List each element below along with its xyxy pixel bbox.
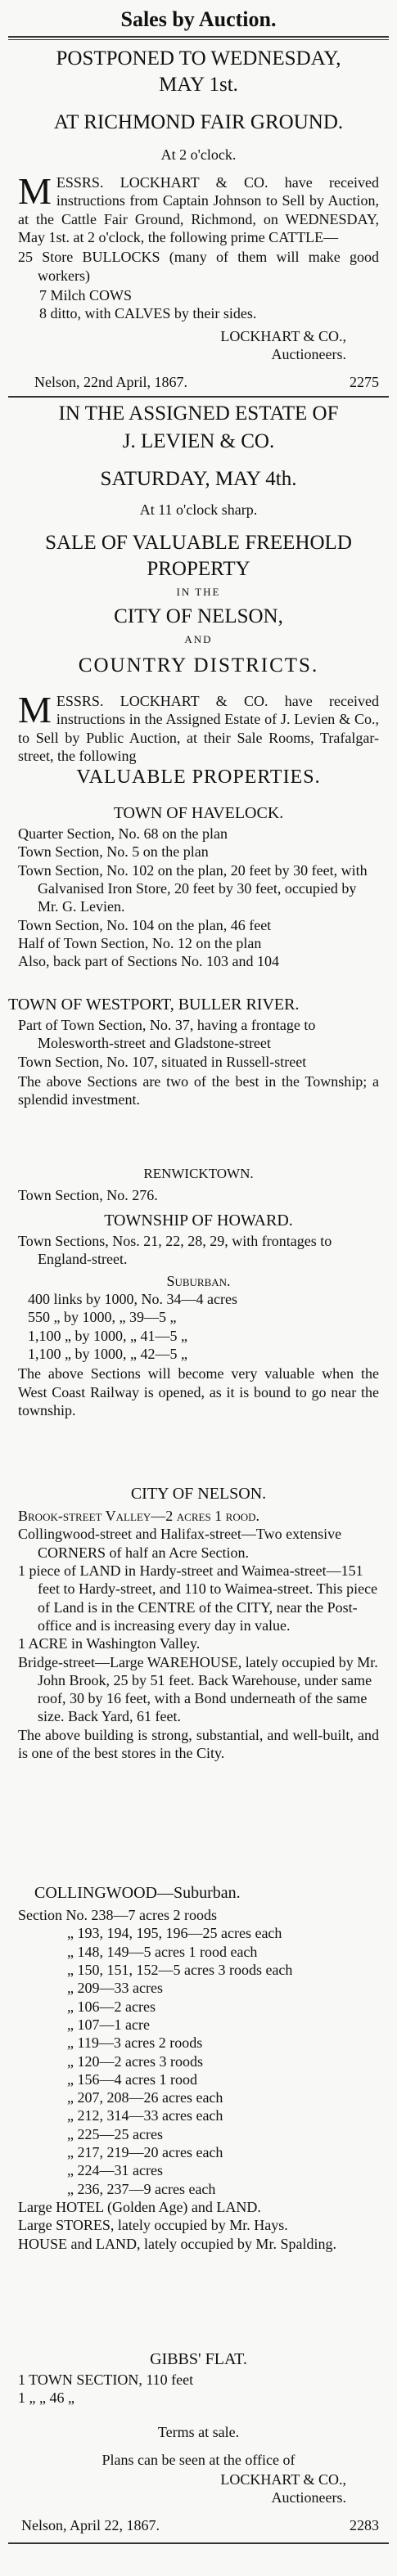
list-item: Section No. 238—7 acres 2 roods <box>18 1907 217 1923</box>
ad2-heading-5: PROPERTY <box>147 558 250 580</box>
list-item: Also, back part of Sections No. 103 and 104 <box>18 953 279 970</box>
table-row: „ 119—3 acres 2 roods <box>67 2034 203 2052</box>
table-row: „ 207, 208—26 acres each <box>67 2089 223 2106</box>
signature-line: Auctioneers. <box>271 2489 346 2506</box>
ad1-item: 8 ditto, with CALVES by their sides. <box>39 305 257 322</box>
list-item: Town Section, No. 104 on the plan, 46 feet <box>18 916 272 933</box>
table-row: „ 193, 194, 195, 196—25 acres each <box>67 1925 282 1942</box>
ad2-heading-6: IN THE <box>176 586 221 598</box>
table-row: „ 148, 149—5 acres 1 rood each <box>67 1943 258 1960</box>
list-item: Town Section, No. 102 on the plan, 20 feet by 30 feet, with Galvanised Iron Store, 20 feet by 30 feet, occupied by Mr. G. Levien. <box>18 861 368 915</box>
table-row: „ 212, 314—33 acres each <box>67 2107 223 2124</box>
ad2-heading-7: CITY OF NELSON, <box>114 605 283 627</box>
ad1-time: At 2 o'clock. <box>160 146 237 163</box>
ad1-footer <box>18 373 379 391</box>
renwick-line: Town Section, No. 276. <box>18 1187 158 1203</box>
ad1-signature <box>18 327 379 364</box>
divider <box>8 2542 389 2544</box>
collingwood-title: COLLINGWOOD—Suburban. <box>34 1884 241 1902</box>
ad2-heading-4: SALE OF VALUABLE FREEHOLD <box>45 532 352 554</box>
ad1-heading-1: POSTPONED TO WEDNESDAY, <box>56 47 341 70</box>
ad2-heading-8: AND <box>184 633 213 645</box>
ad2-signature <box>18 2470 379 2507</box>
table-row: „ 236, 237—9 acres each <box>67 2180 216 2197</box>
list-item: 1 piece of LAND in Hardy-street and Waimea-street—151 feet to Hardy-street, and 110 to Waimea-street. This piece of Land is in the CENTRE of the CITY, near the Post-office and is increasing every day in value. <box>18 1562 378 1634</box>
drop-cap: M <box>18 689 52 731</box>
ad-date: Nelson, April 22, 1867. <box>21 2517 160 2533</box>
ad-date: Nelson, 22nd April, 1867. <box>34 374 187 390</box>
renwick-title: RENWICKTOWN. <box>143 1166 254 1181</box>
drop-cap: M <box>18 170 52 212</box>
list-item: Quarter Section, No. 68 on the plan <box>18 825 228 842</box>
howard-list <box>18 1232 379 1421</box>
nelson-note: The above building is strong, substantial, and well-built, and is one of the best stores in the City. <box>18 1726 379 1762</box>
ad2-text: ESSRS. LOCKHART & CO. have received instructions in the Assigned Estate of J. Levien & Co., to Sell by Public Auction, at their Sale Rooms, Trafalgar-street, the following <box>18 693 379 764</box>
list-item: Collingwood-street and Halifax-street—Two extensive CORNERS of half an Acre Section. <box>18 1526 342 1561</box>
signature-line: Auctioneers. <box>271 346 346 363</box>
ad1-item: 7 Milch COWS <box>39 286 133 303</box>
collingwood-list <box>18 1906 379 2253</box>
list-item: Town Section, No. 107, situated in Russell-street <box>18 1053 307 1070</box>
table-row: 400 links by 1000, No. 34—4 acres <box>28 1290 237 1307</box>
table-row: 1,100 „ by 1000, „ 41—5 „ <box>28 1327 187 1344</box>
westport-title: TOWN OF WESTPORT, BULLER RIVER. <box>8 996 300 1014</box>
table-row: „ 107—1 acre <box>67 2016 150 2033</box>
gibbs-list <box>18 2371 379 2407</box>
table-row: 550 „ by 1000, „ 39—5 „ <box>28 1309 177 1326</box>
westport-list <box>18 1016 379 1111</box>
ad2-heading-9: COUNTRY DISTRICTS. <box>78 654 319 677</box>
ad2-heading-1: IN THE ASSIGNED ESTATE OF <box>58 402 339 425</box>
ad1-body <box>18 170 379 323</box>
table-row: „ 120—2 acres 3 roods <box>67 2052 203 2070</box>
table-row: „ 224—31 acres <box>67 2162 163 2179</box>
table-row: 1 „ „ 46 „ <box>18 2389 74 2407</box>
havelock-list <box>18 825 379 971</box>
ad-number: 2275 <box>350 374 379 390</box>
signature-line: LOCKHART & CO., <box>220 328 346 344</box>
ad2-heading-2: J. LEVIEN & CO. <box>122 430 275 452</box>
ad-number: 2283 <box>350 2517 379 2533</box>
list-item: Large HOTEL (Golden Age) and LAND. <box>18 2199 261 2215</box>
ad1-heading-2: MAY 1st. <box>159 74 238 96</box>
ad2-time: At 11 o'clock sharp. <box>139 501 258 518</box>
westport-note: The above Sections are two of the best in the Township; a splendid investment. <box>18 1072 379 1108</box>
ad2-intro <box>18 689 379 767</box>
ad2-heading-10: VALUABLE PROPERTIES. <box>76 767 321 788</box>
divider <box>8 36 389 38</box>
nelson-list <box>18 1507 379 1764</box>
ad1-item: 25 Store BULLOCKS (many of them will make good workers) <box>18 249 379 284</box>
plans-note: Plans can be seen at the office of <box>102 2452 295 2468</box>
ad1-heading-3: AT RICHMOND FAIR GROUND. <box>53 111 344 133</box>
list-item: Brook-street Valley—2 acres 1 rood. <box>18 1508 260 1524</box>
ad1-text: ESSRS. LOCKHART & CO. have received instructions from Captain Johnson to Sell by Auction, at the Cattle Fair Ground, Richmond, on WEDNESDAY, May 1st. at 2 o'clock, the following prime CATTLE— <box>18 174 379 245</box>
list-item: Bridge-street—Large WAREHOUSE, lately occupied by Mr. John Brook, 25 by 51 feet. Back Warehouse, under same roof, 30 by 16 feet, with a Bond underneath of the same size. Back Yard, 61 feet. <box>18 1653 378 1725</box>
list-item: HOUSE and LAND, lately occupied by Mr. Spalding. <box>18 2235 336 2252</box>
list-item: Town Sections, Nos. 21, 22, 28, 29, with frontages to England-street. <box>18 1233 332 1268</box>
table-row: 1,100 „ by 1000, „ 42—5 „ <box>28 1345 187 1362</box>
gibbs-title: GIBBS' FLAT. <box>150 2350 247 2368</box>
page-title: Sales by Auction. <box>120 7 277 31</box>
ad2-footer <box>18 2516 379 2534</box>
list-item: Town Section, No. 5 on the plan <box>18 843 209 861</box>
divider <box>8 39 389 40</box>
table-row: 1 TOWN SECTION, 110 feet <box>18 2371 194 2388</box>
list-item: Half of Town Section, No. 12 on the plan <box>18 934 262 951</box>
table-row: „ 225—25 acres <box>67 2125 163 2142</box>
table-row: „ 150, 151, 152—5 acres 3 roods each <box>67 1961 293 1978</box>
signature-line: LOCKHART & CO., <box>220 2471 346 2488</box>
list-item: 1 ACRE in Washington Valley. <box>18 1635 201 1652</box>
havelock-title: TOWN OF HAVELOCK. <box>113 804 284 822</box>
table-row: „ 217, 219—20 acres each <box>67 2144 223 2161</box>
ad2-heading-3: SATURDAY, MAY 4th. <box>100 468 297 490</box>
divider <box>8 396 389 398</box>
table-row: „ 156—4 acres 1 rood <box>67 2070 197 2088</box>
howard-title: TOWNSHIP OF HOWARD. <box>104 1212 293 1230</box>
howard-note: The above Sections will become very valuable when the West Coast Railway is opened, as it is bound to go near the township. <box>18 1365 379 1418</box>
nelson-title: CITY OF NELSON. <box>130 1485 267 1503</box>
terms: Terms at sale. <box>157 2424 240 2440</box>
suburban-label: Suburban. <box>166 1272 231 1289</box>
list-item: Part of Town Section, No. 37, having a frontage to Molesworth-street and Gladstone-street <box>18 1017 316 1052</box>
list-item: Large STORES, lately occupied by Mr. Hays. <box>18 2217 288 2234</box>
table-row: „ 209—33 acres <box>67 1980 163 1997</box>
table-row: „ 106—2 acres <box>67 1998 156 2015</box>
